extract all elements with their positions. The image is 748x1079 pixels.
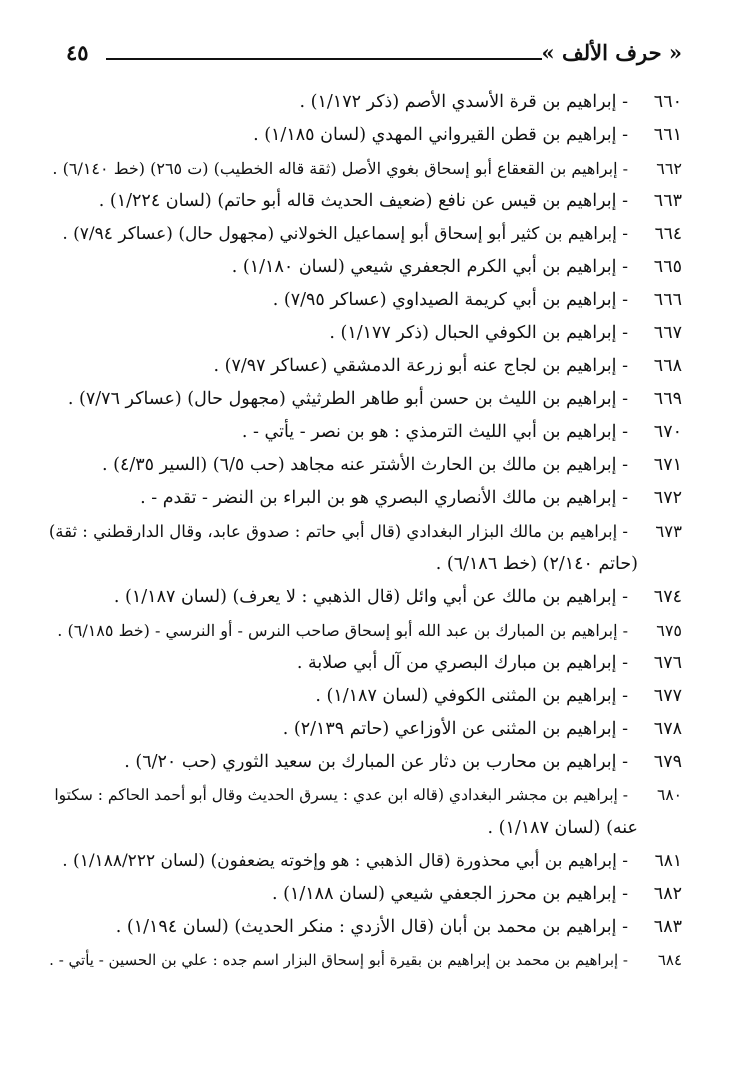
entry-text: - إبراهيم بن محرز الجعفي شيعي (لسان ١/١٨٨) . — [272, 884, 628, 904]
entry-text: - إبراهيم بن قطن القيرواني المهدي (لسان ١/١٨٥) . — [253, 125, 628, 145]
entry-continuation: (حاتم ٢/١٤٠) (خط ٦/١٨٦) . — [435, 554, 638, 574]
entry-number: ٦٦٥ — [653, 257, 682, 277]
list-item — [50, 581, 682, 614]
entry-text: - إبراهيم بن أبي محذورة (قال الذهبي : هو وإخوته يضعفون) (لسان ١/١٨٨/٢٢٢) . — [62, 851, 628, 871]
list-item — [50, 185, 682, 218]
entry-text: - إبراهيم بن قيس عن نافع (ضعيف الحديث قاله أبو حاتم) (لسان ١/٢٢٤) . — [98, 191, 628, 211]
list-item — [50, 152, 682, 185]
entry-text: - إبراهيم بن أبي كريمة الصيداوي (عساكر ٧/٩٥) . — [272, 290, 628, 310]
list-item — [50, 614, 682, 647]
entry-number: ٦٦٠ — [653, 92, 682, 112]
list-item — [50, 449, 682, 482]
entry-text: - إبراهيم بن كثير أبو إسحاق أبو إسماعيل الخولاني (مجهول حال) (عساكر ٧/٩٤) . — [62, 224, 628, 244]
entry-number: ٦٧١ — [653, 455, 682, 475]
entry-number: ٦٧٥ — [656, 621, 682, 640]
list-item — [50, 119, 682, 152]
list-item — [50, 779, 682, 812]
entry-number: ٦٨٠ — [657, 786, 682, 804]
list-item — [50, 845, 682, 878]
entry-number: ٦٧٠ — [653, 422, 682, 442]
chapter-title: « حرف الألف » — [541, 40, 682, 65]
page-number: ٤٥ — [66, 40, 89, 65]
entry-number: ٦٧٩ — [653, 752, 682, 772]
entry-number: ٦٦٣ — [653, 191, 682, 211]
entry-number: ٦٦٦ — [653, 290, 682, 310]
entry-text: - إبراهيم بن أبي الكرم الجعفري شيعي (لسان ١/١٨٠) . — [231, 257, 628, 277]
entry-text: - إبراهيم بن مجشر البغدادي (قاله ابن عدي : يسرق الحديث وقال أبو أحمد الحاكم : سكتوا — [54, 786, 628, 804]
page-header — [66, 40, 682, 74]
list-item — [50, 713, 682, 746]
entry-number: ٦٦٧ — [653, 323, 682, 343]
entry-text: - إبراهيم بن مالك عن أبي وائل (قال الذهبي : لا يعرف) (لسان ١/١٨٧) . — [113, 587, 628, 607]
entry-text: - إبراهيم بن محارب بن دثار عن المبارك بن سعيد الثوري (حب ٦/٢٠) . — [124, 752, 628, 772]
entry-text: - إبراهيم بن محمد بن إبراهيم بن بقيرة أبو إسحاق البزار اسم جده : علي بن الحسين - يأتي - . — [49, 951, 628, 969]
list-item — [50, 944, 682, 977]
entry-text: - إبراهيم بن أبي الليث الترمذي : هو بن نصر - يأتي - . — [241, 422, 628, 442]
list-item — [50, 416, 682, 449]
list-item — [50, 317, 682, 350]
entry-text: - إبراهيم بن القعقاع أبو إسحاق بغوي الأصل (ثقة قاله الخطيب) (ت ٢٦٥) (خط ٦/١٤٠) . — [52, 159, 628, 178]
list-item — [50, 284, 682, 317]
list-item — [50, 680, 682, 713]
entry-number: ٦٦٢ — [656, 159, 682, 178]
entry-text: - إبراهيم بن مالك بن الحارث الأشتر عنه مجاهد (حب ٦/٥) (السير ٤/٣٥) . — [102, 455, 628, 475]
entry-text: - إبراهيم بن قرة الأسدي الأصم (ذكر ١/١٧٢) . — [299, 92, 628, 112]
entry-number: ٦٧٦ — [653, 653, 682, 673]
list-item — [50, 647, 682, 680]
entry-list — [50, 86, 682, 977]
list-item — [50, 878, 682, 911]
entry-number: ٦٧٧ — [653, 686, 682, 706]
entry-number: ٦٨٤ — [657, 951, 682, 969]
entry-number: ٦٨٣ — [653, 917, 682, 937]
entry-text: - إبراهيم بن المثنى عن الأوزاعي (حاتم ٢/١٣٩) . — [282, 719, 628, 739]
entry-text: - إبراهيم بن المثنى الكوفي (لسان ١/١٨٧) . — [315, 686, 628, 706]
list-item — [50, 515, 682, 548]
entry-text: - إبراهيم بن مالك البزار البغدادي (قال أبي حاتم : صدوق عابد، وقال الدارقطني : ثقة) — [48, 522, 628, 541]
entry-number: ٦٧٤ — [653, 587, 682, 607]
entry-text: - إبراهيم بن الليث بن حسن أبو طاهر الطرثيثي (مجهول حال) (عساكر ٧/٧٦) . — [67, 389, 628, 409]
entry-text: - إبراهيم بن مبارك البصري من آل أبي صلابة . — [296, 653, 628, 673]
entry-text: - إبراهيم بن مالك الأنصاري البصري هو بن البراء بن النضر - تقدم - . — [140, 488, 628, 508]
entry-text: - إبراهيم بن لجاج عنه أبو زرعة الدمشقي (عساكر ٧/٩٧) . — [213, 356, 628, 376]
list-item — [50, 482, 682, 515]
entry-number: ٦٨٢ — [653, 884, 682, 904]
entry-text: - إبراهيم بن المبارك بن عبد الله أبو إسحاق صاحب النرس - أو النرسي - (خط ٦/١٨٥) . — [57, 621, 628, 640]
list-item — [50, 911, 682, 944]
list-item — [50, 218, 682, 251]
entry-continuation: عنه) (لسان ١/١٨٧) . — [487, 818, 638, 838]
entry-number: ٦٦١ — [653, 125, 682, 145]
entry-number: ٦٦٨ — [653, 356, 682, 376]
list-item — [50, 350, 682, 383]
list-item — [50, 746, 682, 779]
list-item — [50, 251, 682, 284]
entry-number: ٦٦٤ — [654, 224, 682, 244]
header-rule — [106, 58, 542, 60]
entry-text: - إبراهيم بن الكوفي الحبال (ذكر ١/١٧٧) . — [329, 323, 628, 343]
entry-number: ٦٨١ — [654, 851, 682, 871]
entry-number: ٦٧٨ — [653, 719, 682, 739]
entry-number: ٦٧٣ — [655, 522, 682, 541]
list-item — [50, 86, 682, 119]
entry-number: ٦٧٢ — [653, 488, 682, 508]
entry-number: ٦٦٩ — [653, 389, 682, 409]
list-item — [50, 383, 682, 416]
entry-text: - إبراهيم بن محمد بن أبان (قال الأزدي : منكر الحديث) (لسان ١/١٩٤) . — [115, 917, 628, 937]
